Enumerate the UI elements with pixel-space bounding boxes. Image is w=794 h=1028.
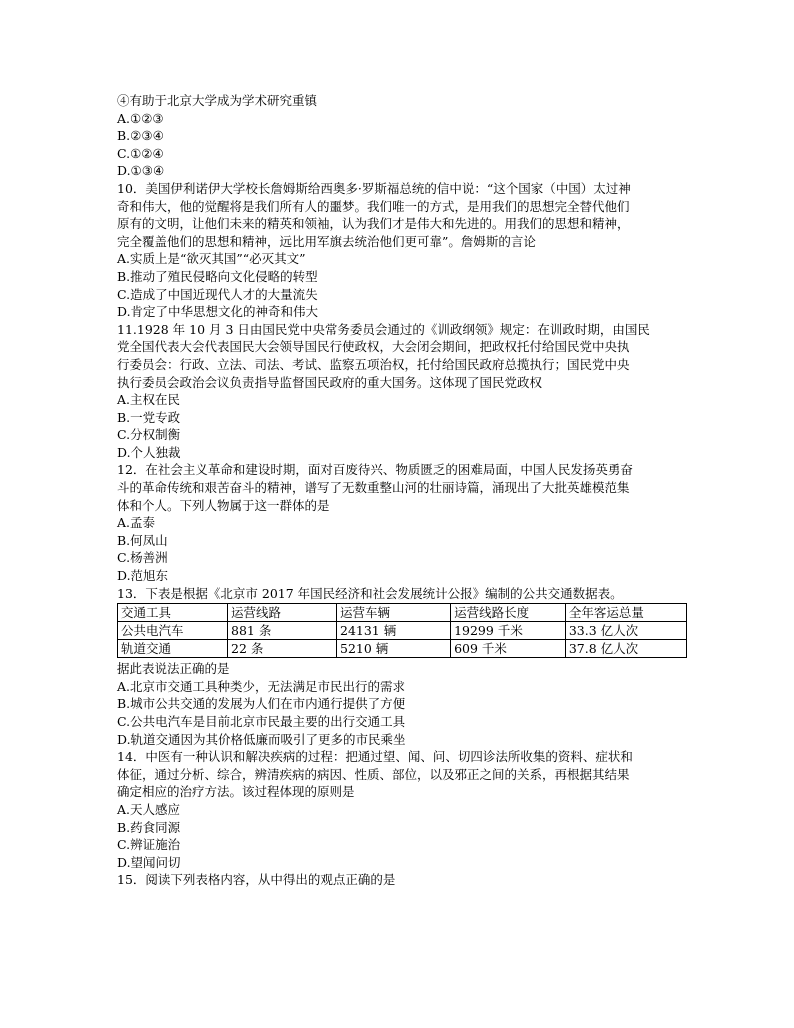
table-header-row (118, 604, 687, 622)
table-cell: 19299 千米 (451, 622, 566, 640)
table-header-cell: 运营线路 (228, 604, 337, 622)
q11-option-b: B.一党专政 (117, 409, 181, 425)
table-cell: 5210 辆 (337, 640, 451, 658)
q12-option-b: B.何凤山 (117, 532, 168, 548)
q9-option-a: A.①②③ (117, 110, 164, 126)
q9-item-4: ④有助于北京大学成为学术研究重镇 (117, 93, 318, 108)
q14-option-d: D.望闻问切 (117, 854, 181, 870)
q13-option-c: C.公共电汽车是目前北京市民最主要的出行交通工具 (117, 714, 406, 729)
q15-stem: 15．阅读下列表格内容，从中得出的观点正确的是 (117, 872, 396, 888)
q14-option-a: A.天人感应 (117, 801, 181, 817)
q10-stem-line-1: 10．美国伊利诺伊大学校长詹姆斯给西奥多·罗斯福总统的信中说：“这个国家（中国）太过神 (117, 180, 631, 196)
q11-option-c: C.分权制衡 (117, 427, 181, 443)
q9-option-b: B.②③④ (117, 128, 164, 144)
q13-option-a: A.北京市交通工具种类少，无法满足市民出行的需求 (117, 678, 406, 694)
q12-stem-line-3: 体和个人。下列人物属于这一群体的是 (117, 497, 330, 513)
transport-data-table (117, 603, 687, 658)
table-cell: 33.3 亿人次 (565, 622, 686, 640)
q14-stem-line-3: 确定相应的治疗方法。该过程体现的原则是 (117, 784, 355, 800)
q9-option-d: D.①③④ (117, 163, 165, 179)
q11-stem-line-1: 11.1928 年 10 月 3 日由国民党中央常务委员会通过的《训政纲领》规定：在训政时期，由国民 (117, 321, 650, 337)
q12-option-d: D.范旭东 (117, 568, 169, 584)
q10-stem-line-2: 奇和伟大，他的觉醒将是我们所有人的噩梦。我们唯一的方式，是用我们的思想完全替代他们 (117, 198, 630, 214)
q10-option-c: C.造成了中国近现代人才的大量流失 (117, 286, 318, 302)
table-cell: 轨道交通 (118, 640, 228, 658)
exam-page (117, 92, 687, 889)
q14-stem-line-2: 体征，通过分析、综合，辨清疾病的病因、性质、部位，以及邪正之间的关系，再根据其结果 (117, 766, 630, 782)
q10-stem-line-3: 原有的文明，让他们未来的精英和领袖，认为我们才是伟大和先进的。用我们的思想和精神， (117, 216, 630, 232)
q9-option-c: C.①②④ (117, 145, 164, 161)
q11-stem-line-2: 党全国代表大会代表国民大会领导国民行使政权，大会闭会期间，把政权托付给国民党中央执 (117, 339, 630, 355)
q14-option-c: C.辨证施治 (117, 837, 181, 853)
q11-stem-line-3: 行委员会：行政、立法、司法、考试、监察五项治权，托付给国民政府总揽执行；国民党中央 (117, 356, 630, 372)
q13-option-d: D.轨道交通因为其价格低廉而吸引了更多的市民乘坐 (117, 731, 406, 747)
q13-stem: 13．下表是根据《北京市 2017 年国民经济和社会发展统计公报》编制的公共交通数据表。 (117, 585, 623, 601)
q12-stem-line-1: 12．在社会主义革命和建设时期，面对百废待兴、物质匮乏的困难局面，中国人民发扬英勇奋 (117, 462, 633, 478)
table-cell: 37.8 亿人次 (565, 640, 686, 658)
q12-option-a: A.孟泰 (117, 515, 156, 531)
table-header-cell: 全年客运总量 (565, 604, 686, 622)
table-header-cell: 交通工具 (118, 604, 228, 622)
q12-stem-line-2: 斗的革命传统和艰苦奋斗的精神，谱写了无数重整山河的壮丽诗篇，涌现出了大批英雄模范集 (117, 480, 630, 496)
table-cell: 881 条 (228, 622, 337, 640)
q12-option-c: C.杨善洲 (117, 550, 168, 566)
table-cell: 24131 辆 (337, 622, 451, 640)
table-cell: 22 条 (228, 640, 337, 658)
q11-stem-line-4: 执行委员会政治会议负责指导监督国民政府的重大国务。这体现了国民党政权 (117, 374, 543, 390)
q14-stem-line-1: 14．中医有一种认识和解决疾病的过程：把通过望、闻、问、切四诊法所收集的资料、症状和 (117, 749, 633, 765)
q10-option-d: D.肯定了中华思想文化的神奇和伟大 (117, 304, 319, 320)
table-row (118, 622, 687, 640)
table-header-cell: 运营车辆 (337, 604, 451, 622)
table-header-cell: 运营线路长度 (451, 604, 566, 622)
table-cell: 609 千米 (451, 640, 566, 658)
q11-option-d: D.个人独裁 (117, 444, 181, 460)
q13-option-b: B.城市公共交通的发展为人们在市内通行提供了方便 (117, 696, 406, 712)
q10-option-a: A.实质上是“欲灭其国”“必灭其文” (117, 251, 306, 267)
q10-option-b: B.推动了殖民侵略向文化侵略的转型 (117, 268, 318, 284)
q13-question: 据此表说法正确的是 (117, 661, 230, 677)
q10-stem-line-4: 完全覆盖他们的思想和精神，远比用军旗去统治他们更可靠”。詹姆斯的言论 (117, 233, 536, 249)
q11-option-a: A.主权在民 (117, 392, 181, 408)
q14-option-b: B.药食同源 (117, 819, 181, 835)
table-row (118, 640, 687, 658)
table-cell: 公共电汽车 (118, 622, 228, 640)
